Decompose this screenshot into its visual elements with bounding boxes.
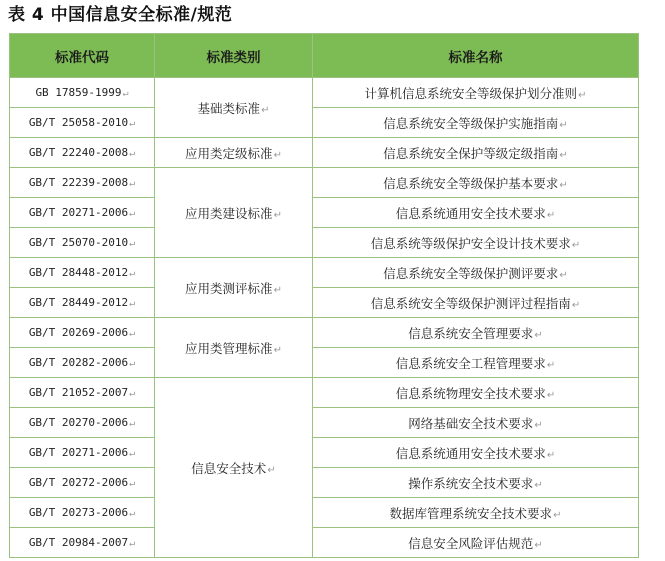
standard-name-cell (313, 378, 639, 408)
standard-code-cell (10, 258, 155, 288)
paragraph-mark: ↵ (129, 388, 136, 399)
paragraph-mark: ↵ (546, 209, 556, 221)
paragraph-mark: ↵ (129, 418, 136, 429)
paragraph-mark: ↵ (261, 104, 270, 116)
table-header-row (10, 34, 639, 78)
paragraph-mark: ↵ (571, 299, 581, 311)
standard-name-cell (313, 168, 639, 198)
standard-name: 信息系统物理安全技术要求 (395, 385, 546, 401)
paragraph-mark: ↵ (129, 448, 136, 459)
paragraph-mark: ↵ (546, 389, 556, 401)
standard-code-cell (10, 348, 155, 378)
category-label: 应用类管理标准 (185, 340, 273, 356)
column-header-code: 标准代码 (10, 34, 155, 78)
standard-code: GB 17859-1999 (35, 86, 122, 99)
category-label: 应用类建设标准 (185, 205, 273, 221)
standard-code: GB/T 28448-2012 (28, 266, 129, 279)
category-cell (155, 138, 313, 168)
paragraph-mark: ↵ (129, 328, 136, 339)
standard-code-cell (10, 528, 155, 558)
table-row (10, 438, 639, 468)
paragraph-mark: ↵ (129, 538, 136, 549)
standard-code-cell (10, 438, 155, 468)
category-cell (155, 378, 313, 558)
paragraph-mark: ↵ (534, 479, 543, 491)
paragraph-mark: ↵ (273, 149, 282, 161)
category-cell (155, 258, 313, 318)
table-row (10, 498, 639, 528)
category-cell (155, 318, 313, 378)
standard-code-cell (10, 468, 155, 498)
paragraph-mark: ↵ (129, 478, 136, 489)
standard-name-cell (313, 198, 639, 228)
standard-code: GB/T 20271-2006 (28, 446, 129, 459)
standard-name: 操作系统安全技术要求 (408, 475, 534, 491)
standard-code: GB/T 20282-2006 (28, 356, 129, 369)
paragraph-mark: ↵ (559, 149, 568, 161)
standard-name: 网络基础安全技术要求 (408, 415, 534, 431)
standard-name: 信息系统安全等级保护测评要求 (383, 265, 559, 281)
paragraph-mark: ↵ (546, 449, 556, 461)
table-row (10, 408, 639, 438)
standard-code-cell (10, 498, 155, 528)
standard-code-cell (10, 408, 155, 438)
table-row (10, 228, 639, 258)
standard-name: 信息系统安全等级保护基本要求 (383, 175, 559, 191)
table-row (10, 468, 639, 498)
standard-name-cell (313, 288, 639, 318)
standard-code: GB/T 22240-2008 (28, 146, 129, 159)
standard-name-cell (313, 138, 639, 168)
standard-code: GB/T 21052-2007 (28, 386, 129, 399)
table-row (10, 168, 639, 198)
standard-name: 数据库管理系统安全技术要求 (389, 505, 553, 521)
standard-name: 信息系统通用安全技术要求 (395, 205, 546, 221)
standard-code-cell (10, 138, 155, 168)
paragraph-mark: ↵ (559, 269, 568, 281)
standard-name-cell (313, 318, 639, 348)
paragraph-mark: ↵ (534, 539, 543, 551)
paragraph-mark: ↵ (129, 148, 136, 159)
paragraph-mark: ↵ (129, 208, 136, 219)
paragraph-mark: ↵ (129, 508, 136, 519)
category-cell (155, 168, 313, 258)
category-label: 基础类标准 (197, 100, 261, 116)
table-row (10, 318, 639, 348)
standard-code: GB/T 25070-2010 (28, 236, 129, 249)
paragraph-mark: ↵ (129, 178, 136, 189)
standard-code-cell (10, 288, 155, 318)
paragraph-mark: ↵ (273, 344, 282, 356)
standard-name: 信息系统通用安全技术要求 (395, 445, 546, 461)
paragraph-mark: ↵ (267, 464, 276, 476)
paragraph-mark: ↵ (273, 209, 282, 221)
standard-name-cell (313, 528, 639, 558)
standard-name-cell (313, 468, 639, 498)
standard-code: GB/T 20272-2006 (28, 476, 129, 489)
table-row (10, 258, 639, 288)
paragraph-mark: ↵ (571, 239, 581, 251)
paragraph-mark: ↵ (546, 359, 556, 371)
paragraph-mark: ↵ (534, 329, 543, 341)
standard-code: GB/T 22239-2008 (28, 176, 129, 189)
standards-table (9, 33, 639, 558)
table-row (10, 348, 639, 378)
table-row (10, 378, 639, 408)
table-caption: 表 4 中国信息安全标准/规范 (8, 5, 233, 25)
category-label: 信息安全技术 (191, 460, 267, 476)
standard-code: GB/T 20269-2006 (28, 326, 129, 339)
table-row (10, 288, 639, 318)
paragraph-mark: ↵ (129, 118, 136, 129)
category-label: 应用类测评标准 (185, 280, 273, 296)
category-label: 应用类定级标准 (185, 145, 273, 161)
paragraph-mark: ↵ (559, 179, 568, 191)
standard-name-cell (313, 498, 639, 528)
table-row (10, 528, 639, 558)
standard-name-cell (313, 408, 639, 438)
paragraph-mark: ↵ (129, 238, 136, 249)
standard-name: 信息系统安全等级保护实施指南 (383, 115, 559, 131)
paragraph-mark: ↵ (578, 89, 587, 101)
standard-code: GB/T 25058-2010 (28, 116, 129, 129)
standard-code: GB/T 20984-2007 (28, 536, 129, 549)
table-row (10, 78, 639, 108)
standard-name: 信息安全风险评估规范 (408, 535, 534, 551)
table-row (10, 138, 639, 168)
column-header-category: 标准类别 (155, 34, 313, 78)
standard-name: 信息系统等级保护安全设计技术要求 (370, 235, 571, 251)
standard-code: GB/T 20273-2006 (28, 506, 129, 519)
paragraph-mark: ↵ (559, 119, 568, 131)
standard-code-cell (10, 198, 155, 228)
paragraph-mark: ↵ (122, 88, 129, 99)
paragraph-mark: ↵ (534, 419, 543, 431)
standard-name: 信息系统安全工程管理要求 (395, 355, 546, 371)
standard-code-cell (10, 318, 155, 348)
table-row (10, 108, 639, 138)
standard-name-cell (313, 258, 639, 288)
standard-name: 信息系统安全等级保护测评过程指南 (370, 295, 571, 311)
paragraph-mark: ↵ (129, 298, 136, 309)
standard-code-cell (10, 228, 155, 258)
standard-code-cell (10, 378, 155, 408)
paragraph-mark: ↵ (129, 268, 136, 279)
paragraph-mark: ↵ (129, 358, 136, 369)
standard-name: 信息系统安全管理要求 (408, 325, 534, 341)
standard-code-cell (10, 108, 155, 138)
table-row (10, 198, 639, 228)
standard-name-cell (313, 438, 639, 468)
standard-name-cell (313, 78, 639, 108)
standard-name-cell (313, 228, 639, 258)
paragraph-mark: ↵ (553, 509, 562, 521)
standard-name-cell (313, 108, 639, 138)
standard-code: GB/T 28449-2012 (28, 296, 129, 309)
standard-code-cell (10, 78, 155, 108)
standard-code-cell (10, 168, 155, 198)
standard-code: GB/T 20270-2006 (28, 416, 129, 429)
standard-name-cell (313, 348, 639, 378)
paragraph-mark: ↵ (273, 284, 282, 296)
standard-code: GB/T 20271-2006 (28, 206, 129, 219)
category-cell (155, 78, 313, 138)
column-header-name: 标准名称 (313, 34, 639, 78)
standard-name: 计算机信息系统安全等级保护划分准则 (364, 85, 578, 101)
standard-name: 信息系统安全保护等级定级指南 (383, 145, 559, 161)
